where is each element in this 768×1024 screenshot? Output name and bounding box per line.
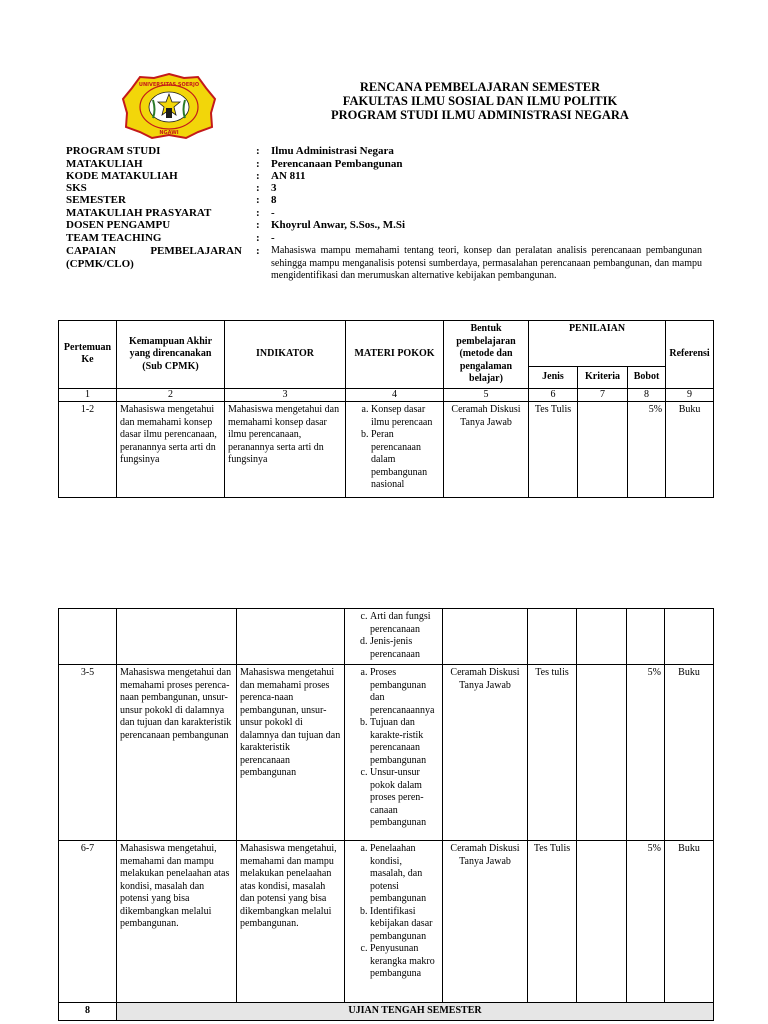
column-number: 1	[59, 388, 117, 402]
materi-item: a. Penelaahan kondisi, masalah, dan potensi pembangunan	[370, 843, 439, 906]
faculty-name: FAKULTAS ILMU SOSIAL DAN ILMU POLITIK	[342, 94, 618, 108]
cell-kemampuan: Mahasiswa mengetahui, memahami dan mampu melakukan penelaahan atas kondisi, masalah dan potensi yang bisa dikembangkan melalui pembangunan.	[117, 841, 237, 1003]
cell-indikator: Mahasiswa mengetahui dan memahami proses perenca-naan pembangunan, unsur-unsur pokokl di dalamnya dan tujuan dan karakteristik perencanaan pembangunan	[237, 665, 345, 841]
table-row	[59, 665, 714, 841]
cell-bobot: 5%	[627, 841, 665, 1003]
column-number: 4	[346, 388, 444, 402]
info-label: SEMESTER	[66, 194, 126, 206]
info-colon: :	[256, 194, 260, 206]
header-penilaian: PENILAIAN	[529, 321, 666, 367]
table-row	[59, 402, 714, 498]
info-value: Khoyrul Anwar, S.Sos., M.Si	[271, 219, 406, 231]
info-label: MATAKULIAH PRASYARAT	[66, 207, 212, 219]
university-logo	[120, 72, 218, 140]
header-bentuk: Bentuk pembelajaran (metode dan pengalaman belajar)	[444, 321, 529, 389]
header-jenis: Jenis	[529, 367, 578, 388]
rps-table-page1	[58, 320, 714, 498]
header-bobot: Bobot	[628, 367, 666, 388]
info-value: Ilmu Administrasi Negara	[271, 145, 394, 157]
info-label: SKS	[66, 182, 87, 194]
info-value: -	[271, 207, 275, 219]
cell-jenis: Tes Tulis	[528, 841, 577, 1003]
cell-kriteria	[577, 665, 627, 841]
column-number: 9	[666, 388, 714, 402]
column-number: 6	[529, 388, 578, 402]
materi-item: c. Unsur-unsur pokok dalam proses peren-canaan pembangunan	[370, 767, 439, 830]
info-colon: :	[256, 207, 260, 219]
cell-pertemuan: 8	[59, 1003, 117, 1021]
header-indikator: INDIKATOR	[225, 321, 346, 389]
column-number: 2	[117, 388, 225, 402]
materi-item: a. Konsep dasar ilmu perencaan	[371, 404, 440, 429]
header-pertemuan: Pertemuan Ke	[59, 321, 117, 389]
cell-jenis: Tes Tulis	[529, 402, 578, 498]
info-label: DOSEN PENGAMPU	[66, 219, 171, 231]
materi-item: b. Peran perencanaan dalam pembangunan nasional	[371, 429, 440, 492]
info-colon: :	[256, 219, 260, 231]
info-value: AN 811	[271, 170, 306, 182]
column-number: 3	[225, 388, 346, 402]
info-colon: :	[256, 245, 260, 257]
cell-jenis: Tes tulis	[528, 665, 577, 841]
cpmk-label: CAPAIAN PEMBELAJARAN	[66, 245, 242, 257]
cpmk-label-code: (CPMK/CLO)	[66, 258, 134, 270]
column-number: 7	[578, 388, 628, 402]
column-number-row	[59, 388, 714, 402]
cell-bobot: 5%	[627, 665, 665, 841]
info-colon: :	[256, 145, 260, 157]
header-referensi: Referensi	[666, 321, 714, 389]
cell-materi	[345, 609, 443, 665]
info-label: PROGRAM STUDI	[66, 145, 161, 157]
cell-materi	[345, 665, 443, 841]
materi-item: a. Proses pembangunan dan perencanaannya	[370, 667, 439, 717]
materi-item: b. Tujuan dan karakte-ristik perencanaan pembangunan	[370, 717, 439, 767]
cell-materi	[346, 402, 444, 498]
cpmk-text: Mahasiswa mampu memahami tentang teori, konsep dan peralatan analisis perencanaan pembangunan sehingga mampu menganalisis potensi sumberdaya, permasalahan perencanaan pembangunan, dan mampu mengidentifikasi dan merumuskan alternative kebijakan pembangunan.	[271, 245, 702, 281]
cell-pertemuan: 3-5	[59, 665, 117, 841]
rps-table-page2	[58, 608, 714, 1021]
header-materi: MATERI POKOK	[346, 321, 444, 389]
info-colon: :	[256, 158, 260, 170]
materi-item: c. Arti dan fungsi perencanaan	[370, 611, 439, 636]
cell-bentuk: Ceramah Diskusi Tanya Jawab	[443, 665, 528, 841]
cell-bentuk: Ceramah Diskusi Tanya Jawab	[443, 841, 528, 1003]
info-value: Perencanaan Pembangunan	[271, 158, 403, 170]
materi-item: d. Jenis-jenis perencanaan	[370, 636, 439, 661]
header-kemampuan: Kemampuan Akhir yang direncanakan (Sub CPMK)	[117, 321, 225, 389]
materi-item: b. Identifikasi kebijakan dasar pembangunan	[370, 906, 439, 944]
cell-referensi: Buku	[665, 841, 714, 1003]
logo-arc-bottom: NGAWI	[159, 130, 179, 136]
cell-referensi: Buku	[666, 402, 714, 498]
info-colon: :	[256, 182, 260, 194]
info-label: KODE MATAKULIAH	[66, 170, 178, 182]
info-value: 3	[271, 182, 277, 194]
materi-item: c. Penyusunan kerangka makro pembanguna	[370, 943, 439, 981]
cell-indikator: Mahasiswa mengetahui, memahami dan mampu melakukan penelaahan atas kondisi, masalah dan potensi yang bisa dikembangkan melalui pembangunan.	[237, 841, 345, 1003]
cell-pertemuan: 6-7	[59, 841, 117, 1003]
document-title: RENCANA PEMBELAJARAN SEMESTER	[359, 80, 601, 94]
uts-label: UJIAN TENGAH SEMESTER	[117, 1003, 714, 1021]
info-label: TEAM TEACHING	[66, 232, 162, 244]
cell-indikator: Mahasiswa mengetahui dan memahami konsep dasar ilmu perencanaan, peranannya serta arti dn fungsinya	[225, 402, 346, 498]
uts-row	[59, 1003, 714, 1021]
column-number: 5	[444, 388, 529, 402]
info-colon: :	[256, 170, 260, 182]
cell-materi	[345, 841, 443, 1003]
cell-kemampuan: Mahasiswa mengetahui dan memahami konsep dasar ilmu perencanaan, peranannya serta arti dn fungsinya	[117, 402, 225, 498]
table-row	[59, 609, 714, 665]
info-value: -	[271, 232, 275, 244]
info-colon: :	[256, 232, 260, 244]
cell-bentuk: Ceramah Diskusi Tanya Jawab	[444, 402, 529, 498]
cell-kemampuan: Mahasiswa mengetahui dan memahami proses perenca-naan pembangunan, unsur-unsur pokokl di dalamnya dan tujuan dan karakteristik perencanaan pembangunan	[117, 665, 237, 841]
program-name: PROGRAM STUDI ILMU ADMINISTRASI NEGARA	[331, 108, 629, 122]
header-kriteria: Kriteria	[578, 367, 628, 388]
cell-pertemuan: 1-2	[59, 402, 117, 498]
cell-bobot: 5%	[628, 402, 666, 498]
cell-kriteria	[577, 841, 627, 1003]
cell-kriteria	[578, 402, 628, 498]
logo-arc-top: UNIVERSITAS SOERJO	[138, 82, 200, 88]
info-value: 8	[271, 194, 277, 206]
cell-referensi: Buku	[665, 665, 714, 841]
column-number: 8	[628, 388, 666, 402]
info-label: MATAKULIAH	[66, 158, 143, 170]
table-row	[59, 841, 714, 1003]
